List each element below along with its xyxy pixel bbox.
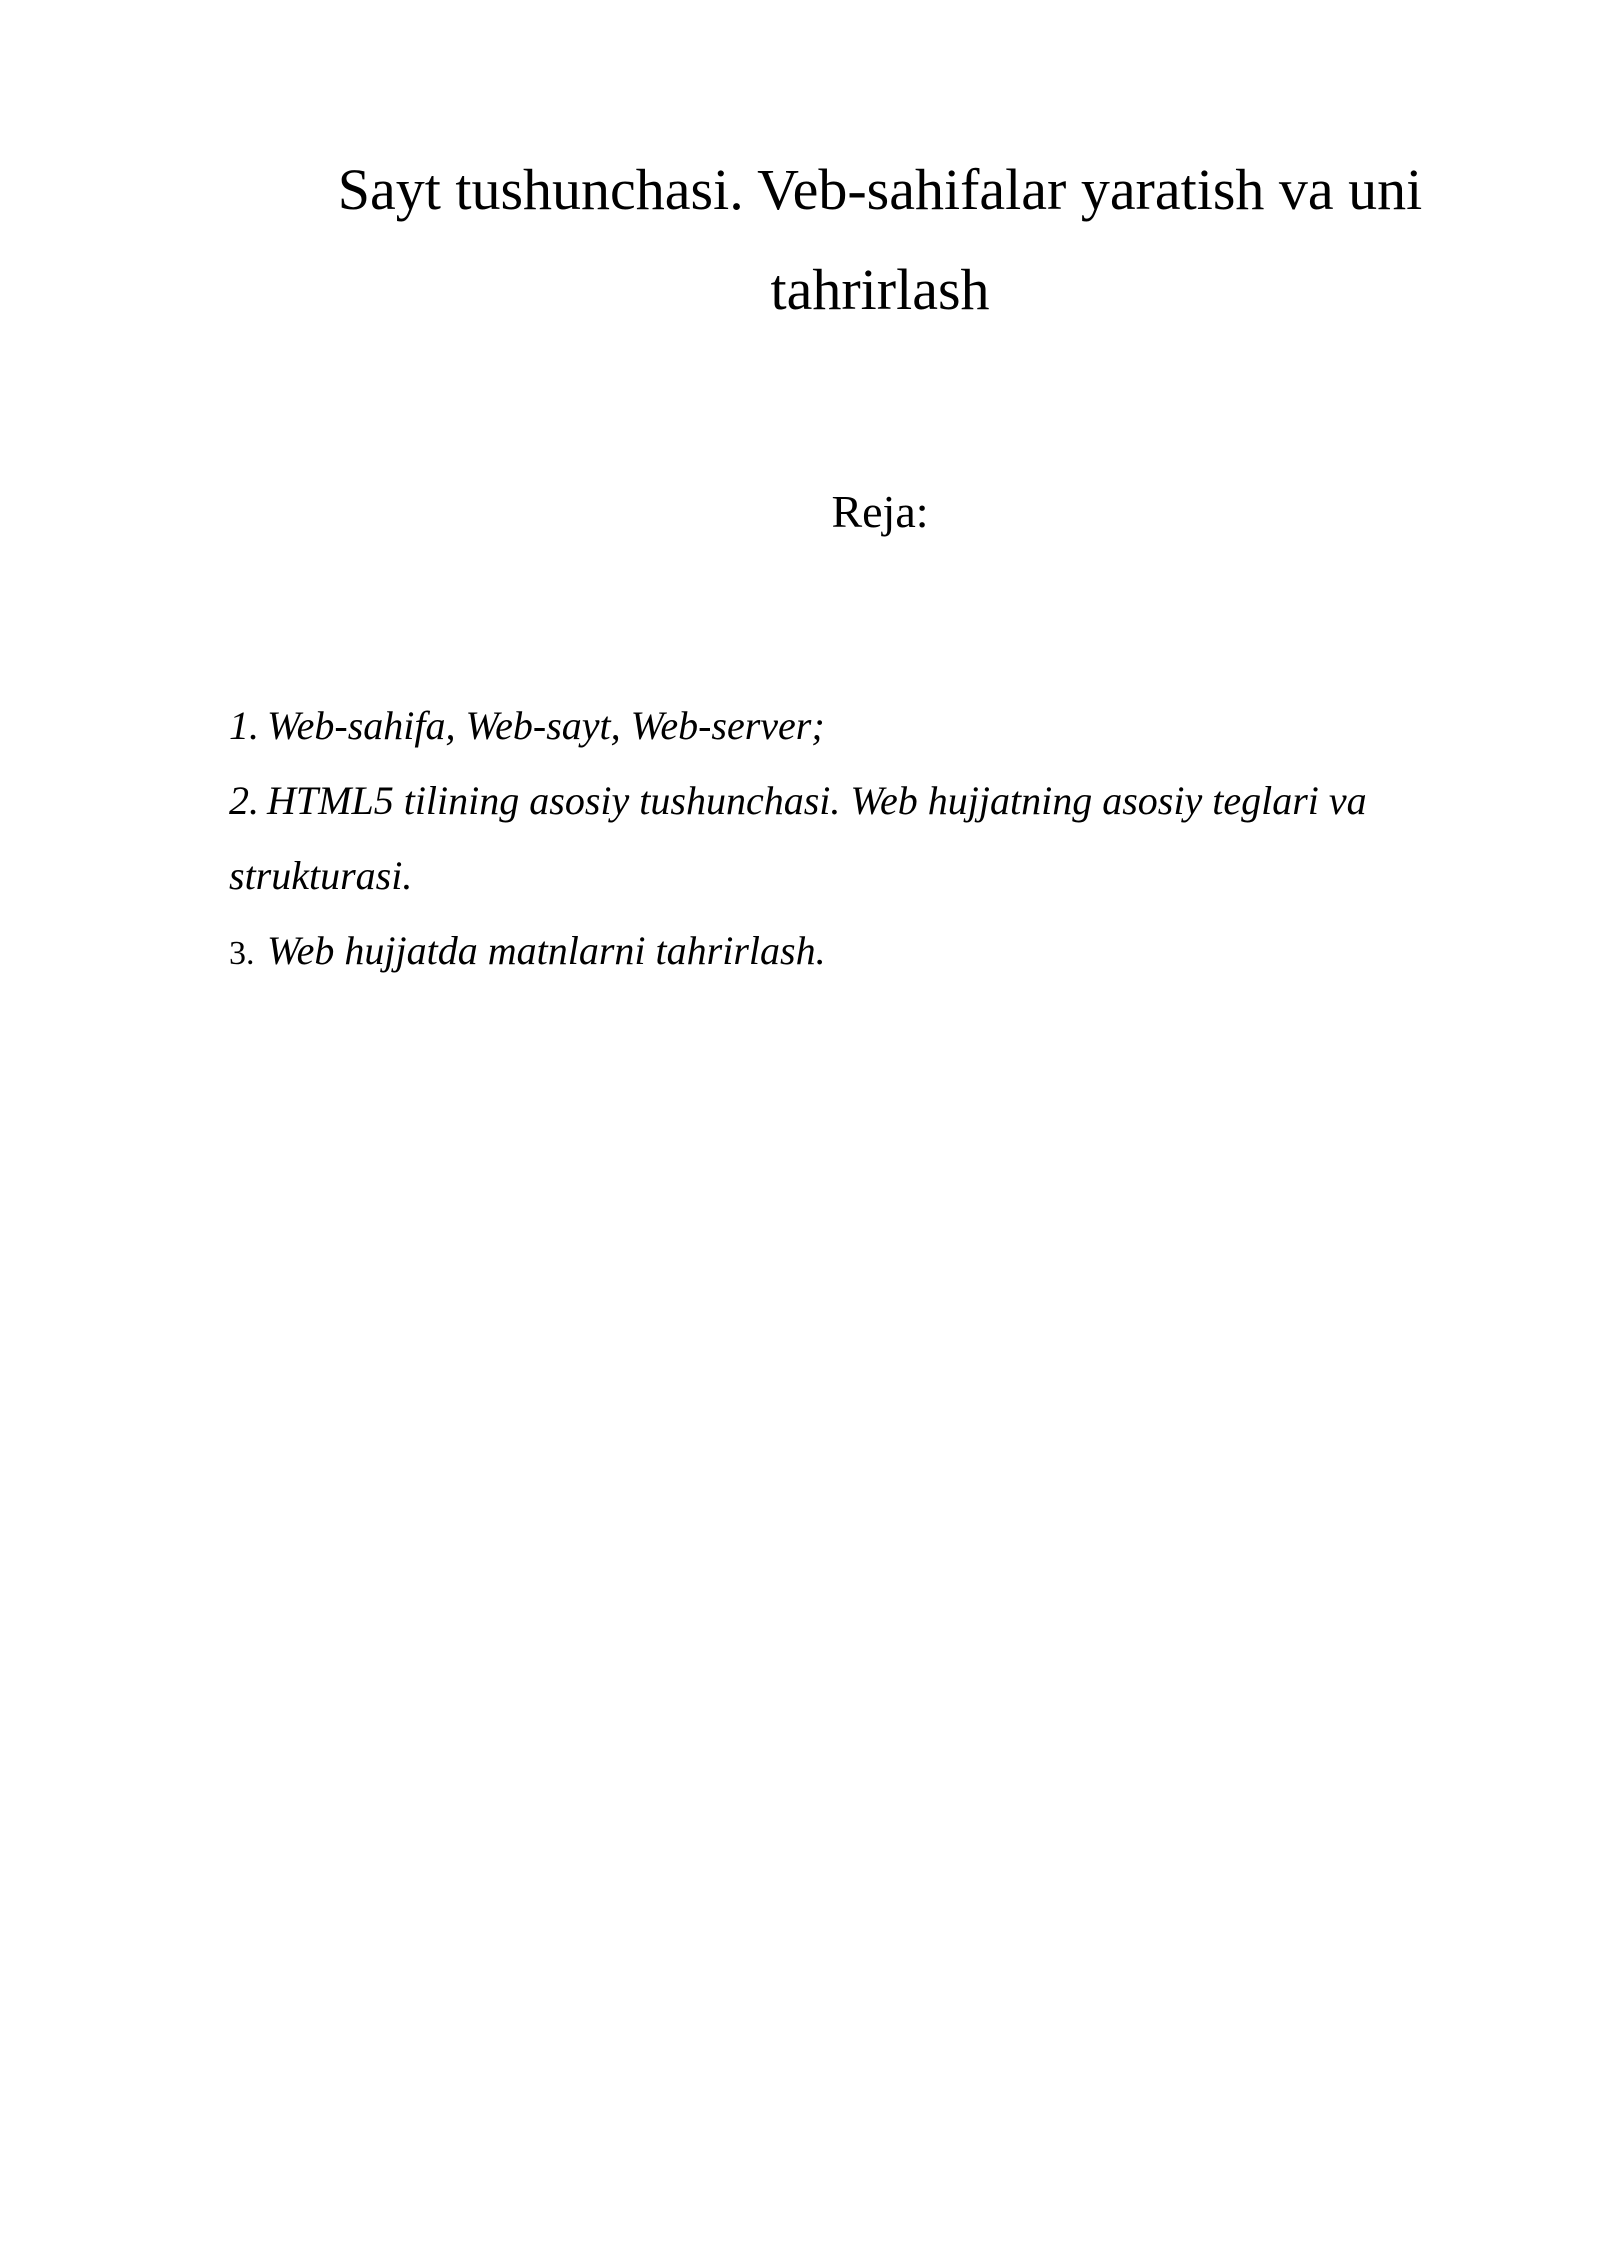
plan-item-text: HTML5 tilining asosiy tushunchasi. Web hujjatning asosiy teglari va strukturasi. [229,778,1367,898]
plan-item-text: Web hujjatda matnlarni tahrirlash. [267,928,826,973]
plan-item-1 [229,688,1474,763]
plan-item-number: 2. [229,778,259,823]
document-title: Sayt tushunchasi. Veb-sahifalar yaratish va uni tahrirlash [337,157,1423,322]
plan-heading: Reja: [831,486,929,537]
plan-item-3 [229,913,1474,991]
plan-item-number: 3. [229,935,255,972]
plan-item-2 [229,763,1474,913]
plan-item-text: Web-sahifa, Web-sayt, Web-server; [267,703,825,748]
plan-list [229,688,1474,991]
plan-item-number: 1. [229,703,259,748]
